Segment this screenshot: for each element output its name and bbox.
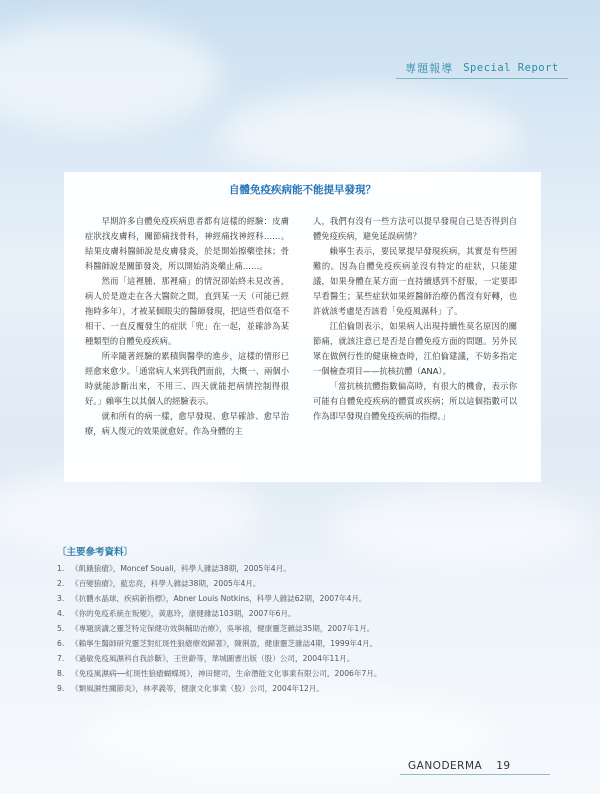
right-column xyxy=(313,214,517,424)
reference-number: 1. xyxy=(57,564,65,573)
reference-text: 《專題演講之靈芝特定保健功效與輔助治療》，吳寧禧，健康靈芝雜誌35期，2007年1月。 xyxy=(71,624,375,633)
reference-text: 《免疫風濕病──紅斑性狼瘡蝴蝶斑》，神田健司，生命潛能文化事業有限公司，2006年7月。 xyxy=(71,669,382,678)
box-title: 自體免疫疾病能不能提早發現？ xyxy=(229,184,376,196)
cloud-decoration xyxy=(220,90,520,180)
footer-divider xyxy=(400,774,550,775)
sidebar-box xyxy=(64,172,541,482)
references-title: 〔主要參考資料〕 xyxy=(57,547,134,558)
paragraph: 然而「這裡腫、那裡痛」的情況卻始終未見改善，病人於是遊走在各大醫院之間，直到某一天（可能已經拖時多年），才被某個眼尖的醫師發現，把這些看似毫不相干、一直反覆發生的症狀「兜」在一起，並確診為某種類型的自體免疫疾病。 xyxy=(85,276,289,346)
reference-item xyxy=(57,621,547,636)
paragraph: 所幸隨著經驗的累積與醫學的進步，這樣的情形已經愈來愈少。「通常病人來到我們面前，大概一、兩個小時就能診斷出來，不用三、四天就能把病情控制得很好。」賴寧生以其個人的經驗表示。 xyxy=(85,351,289,406)
reference-item xyxy=(57,606,547,621)
reference-text: 《百變狼瘡》，藍忠亮，科學人雜誌38期，2005年4月。 xyxy=(71,579,261,588)
reference-item xyxy=(57,561,547,576)
reference-text: 《飢餓狼瘡》，Moncef Souali，科學人雜誌38期，2005年4月。 xyxy=(71,564,291,573)
reference-number: 4. xyxy=(57,609,65,618)
reference-number: 8. xyxy=(57,669,65,678)
reference-text: 《你的免疫系統在叛變》，黃惠玲，康健雜誌103期，2007年6月。 xyxy=(71,609,296,618)
left-column xyxy=(85,214,289,439)
reference-item xyxy=(57,666,547,681)
reference-item xyxy=(57,681,547,696)
reference-number: 7. xyxy=(57,654,65,663)
references-section xyxy=(57,544,547,696)
reference-text: 《過敏免疫風濕科自我診斷》，王世齡等，華城圖書出版（股）公司，2004年11月。 xyxy=(71,654,355,663)
reference-item xyxy=(57,636,547,651)
reference-number: 6. xyxy=(57,639,65,648)
section-header xyxy=(396,58,568,79)
paragraph: 江伯倫則表示，如果病人出現持續性莫名原因的關節痛，就該注意已是否是自體免疫方面的問題。另外民眾在做例行性的健康檢查時，江伯倫建議，不妨多指定一個檢查項目——抗核抗體（ANA）。 xyxy=(313,321,517,376)
section-label-en: Special Report xyxy=(463,62,559,74)
page-footer xyxy=(408,760,511,772)
cloud-decoration xyxy=(0,20,220,130)
page-number: 19 xyxy=(496,760,511,772)
reference-item xyxy=(57,651,547,666)
paragraph: 人，我們有沒有一些方法可以提早發現自己是否得到自體免疫疾病，避免延誤病情？ xyxy=(313,216,517,241)
paragraph: 就和所有的病一樣，愈早發現、愈早確診、愈早治療，病人復元的效果就愈好。作為身體的主 xyxy=(85,411,289,436)
paragraph: 「當抗核抗體指數偏高時，有很大的機會，表示你可能有自體免疫疾病的體質或疾病；所以這個指數可以作為即早發現自體免疫疾病的指標。」 xyxy=(313,381,517,421)
reference-text: 《抗體水晶球，疾病新指標》，Abner Louis Notkins，科學人雜誌62期，2007年4月。 xyxy=(71,594,367,603)
paragraph: 賴寧生表示，要民眾提早發現疾病，其實是有些困難的。因為自體免疫疾病並沒有特定的症狀，只能建議，如果身體在某方面一直持續感到不舒服，一定要即早看醫生；某些症狀如果經醫師治療仍舊沒有好轉，也許就該考慮是否該看「免疫風濕科」了。 xyxy=(313,246,517,316)
reference-text: 《類風濕性關節炎》，林孝義等，健康文化事業（股）公司，2004年12月。 xyxy=(71,684,324,693)
reference-number: 2. xyxy=(57,579,65,588)
magazine-name: GANODERMA xyxy=(408,760,483,772)
reference-item xyxy=(57,591,547,606)
reference-number: 9. xyxy=(57,684,65,693)
reference-number: 5. xyxy=(57,624,65,633)
reference-item xyxy=(57,576,547,591)
reference-text: 《賴寧生醫師研究靈芝對紅斑性狼瘡療效歸著》，陳俐盈，健康靈芝雜誌4期，1999年4月。 xyxy=(71,639,378,648)
section-label-zh: 專題報導 xyxy=(405,62,454,75)
reference-number: 3. xyxy=(57,594,65,603)
paragraph: 早期許多自體免疫疾病患者都有這樣的經驗：皮膚症狀找皮膚科，關節痛找骨科，神經痛找神經科……。結果皮膚科醫師說是皮膚發炎，於是開始擦藥塗抹；骨科醫師說是關節發炎，所以開始消炎藥止痛……。 xyxy=(85,216,289,271)
